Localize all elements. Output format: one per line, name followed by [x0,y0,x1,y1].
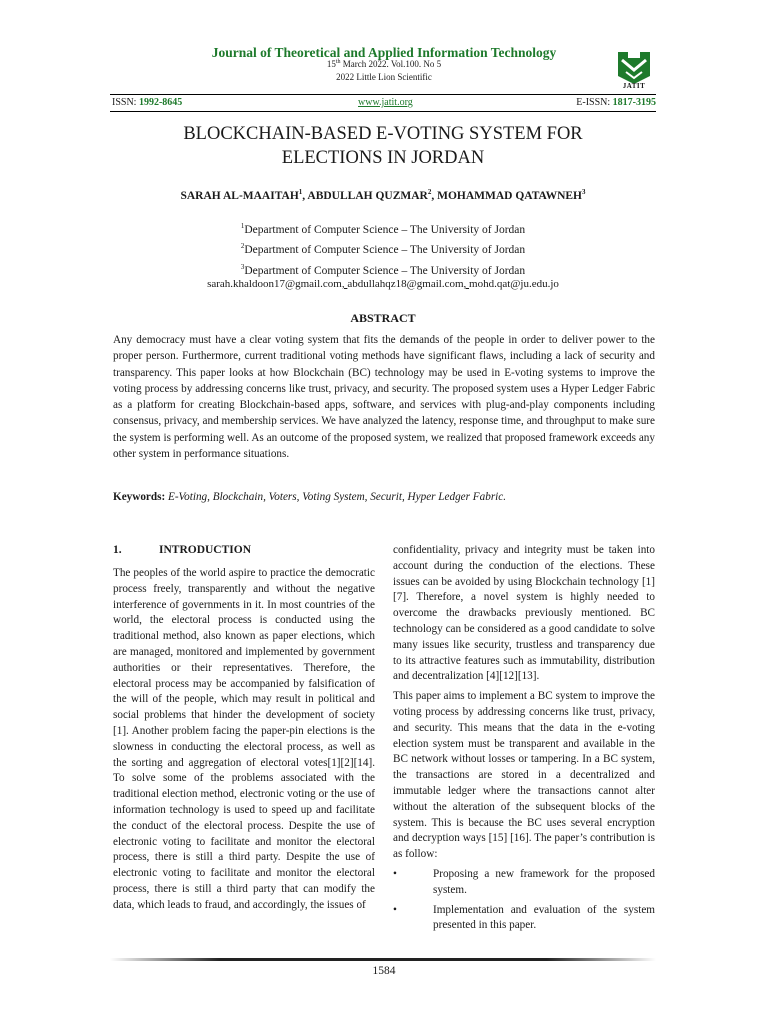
bullet-item: • Proposing a new framework for the proposed system. [393,867,655,896]
bullet-item: • Implementation and evaluation of the system presented in this paper. [393,903,655,932]
affiliations [110,218,656,279]
abstract-heading: ABSTRACT [350,311,416,325]
issue-line: 15th March 2022. Vol.100. No 5 [326,59,442,69]
keywords: Keywords: E-Voting, Blockchain, Voters, Voting System, Securit, Hyper Ledger Fabric. [113,491,507,503]
author-name: ABDULLAH QUZMAR [307,189,428,202]
author-name: MOHAMMAD QATAWNEH [437,189,583,202]
body-paragraph: This paper aims to implement a BC system to improve the voting process by addressing concerns like trust, privacy, and security. This means that the data in the e-voting election system must be transparent and available in the BC network without losses or tampering. In a BC system, the transactions are stored in a decentralized and immutable ledger where the transactions cannot alter without the alteration of the subsequent blocks of the system. This is because the BC uses several encryption and decryption ways [15] [16]. The paper’s contribution is as follow: [393,690,655,861]
affiliation: $^2$Department of Computer Science – The University of Jordan [240,242,526,257]
left-column [113,566,375,914]
header-rule [110,94,656,95]
email-link[interactable]: sarah.khaldoon17@gmail.com [207,278,342,290]
body-paragraph: The peoples of the world aspire to practice the democratic process freely, transparently and without the negative interference of governments in it. In most countries of the world, the electoral process is conducted using the traditional method, also known as paper elections, which are managed, monitored and implemented by government authorities or their representatives. Therefore, the electoral process may be accompanied by falsification of the will of the people, which may result in political and social problems that hinder the development of society [1]. Another problem facing the paper-pin elections is the slowness in conducting the electoral process, as well as the sorting and aggregation of electoral votes[1][2][14]. To solve some of the problems associated with the traditional election method, electronic voting or the use of information technology is used to speed up and facilitate the conduct of the electoral process. Despite the use of electronic voting to facilitate and monitor the electoral process, there is still a third party. Despite the use of electronic voting to facilitate and monitor the electoral process, there is still a third party that can modify the data, which leads to fraud, and accordingly, the issues of [113,567,375,911]
affiliation: $^1$Department of Computer Science – The University of Jordan [240,222,526,236]
logo-text: JATIT [622,82,646,90]
journal-title: Journal of Theoretical and Applied Information Technology [211,45,557,60]
footer-rule [110,958,656,961]
author-name: SARAH AL-MAAITAH [180,189,299,202]
email-link[interactable]: abdullahqz18@gmail.com [347,278,464,290]
affiliation: $^3$Department of Computer Science – The University of Jordan [240,262,526,277]
issn: ISSN: 1992-8645 [112,97,183,108]
author-list: SARAH AL-MAAITAH$^1$, ABDULLAH QUZMAR$^2$, MOHAMMAD QATAWNEH$^3$ [180,188,586,202]
body-paragraph: confidentiality, privacy and integrity must be taken into account during the conduction of the elections. These issues can be avoided by using Blockchain technology [1] [7]. Therefore, a novel system is highly needed to overcome the drawbacks previously mentioned. BC technology can be considered as a good candidate to solve many issues like security, trustless and transparency due to its attractive features such as immutability, distribution and decentralization [4][12][13]. [393,544,655,683]
header-rule-bottom [110,111,656,112]
eissn: E-ISSN: 1817-3195 [576,97,656,108]
journal-url-link[interactable]: www.jatit.org [358,97,413,108]
right-column [393,543,655,934]
email-link[interactable]: mohd.qat@ju.edu.jo [469,278,559,290]
abstract-body: Any democracy must have a clear voting system that fits the demands of the people in order to deliver power to the proper person. Furthermore, current traditional voting methods have significant flaws, including a lack of security and transparency. This paper looks at how Blockchain (BC) technology may be used in E-voting systems to improve the voting process by addressing concerns like trust, privacy, and security. The proposed system uses a Hyper Ledger Fabric as a platform for creating Blockchain-based apps, software, and services with plug-and-play components including consensus, privacy, and membership services. We have analyzed the latency, response time, and throughput to make sure the system is performing well. As an outcome of the proposed system, we realized that proposed framework exceeds any other system in performance situations. [113,334,655,461]
author-emails: sarah.khaldoon17@gmail.com, abdullahqz18@gmail.com, mohd.qat@ju.edu.jo [207,278,559,290]
paper-title: BLOCKCHAIN-BASED E-VOTING SYSTEM FOR ELECTIONS IN JORDAN [183,124,583,168]
copyright-line: 2022 Little Lion Scientific [336,72,432,82]
page-number: 1584 [372,965,396,977]
section-heading: 1. INTRODUCTION [113,544,252,556]
